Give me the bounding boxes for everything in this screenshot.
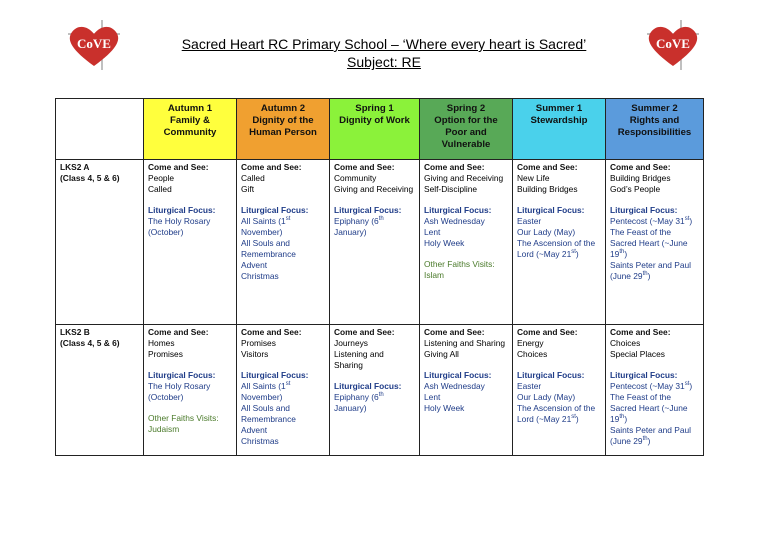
liturgical-text: All Souls and (241, 238, 290, 248)
liturgical-focus-label: Liturgical Focus: (334, 205, 402, 215)
liturgical-text: The Ascension of the (517, 403, 596, 413)
topic-item: Promises (241, 338, 276, 348)
liturgical-item (241, 392, 325, 403)
closing-paren: ) (624, 249, 628, 259)
table-cell (420, 160, 513, 325)
liturgical-item (241, 227, 325, 238)
liturgical-item (424, 381, 508, 392)
table-cell (513, 160, 606, 325)
liturgical-text: Saints Peter and Paul (610, 425, 692, 435)
liturgical-text: Lent (424, 392, 441, 402)
liturgical-focus-label: Liturgical Focus: (610, 205, 678, 215)
liturgical-focus-label: Liturgical Focus: (424, 205, 492, 215)
curriculum-table (55, 98, 704, 456)
table-row (56, 160, 704, 325)
come-and-see-label: Come and See: (334, 162, 395, 172)
closing-paren: ) (575, 249, 579, 259)
liturgical-item (610, 414, 699, 425)
liturgical-item (241, 425, 325, 436)
topic-item: Special Places (610, 349, 665, 359)
liturgical-item (610, 381, 699, 392)
liturgical-focus-label: Liturgical Focus: (148, 205, 216, 215)
table-cell (144, 160, 237, 325)
topic-item: Called (241, 173, 265, 183)
liturgical-item (517, 414, 601, 425)
ordinal-suffix: th (642, 436, 648, 443)
liturgical-item (241, 403, 325, 414)
liturgical-item (334, 403, 415, 414)
other-faiths-label: Other Faiths Visits: (148, 413, 219, 423)
corner-cell (56, 99, 144, 160)
liturgical-focus-label: Liturgical Focus: (424, 370, 492, 380)
ordinal-suffix: th (378, 216, 384, 223)
liturgical-focus-label: Liturgical Focus: (241, 370, 309, 380)
liturgical-text: Saints Peter and Paul (610, 260, 692, 270)
liturgical-focus-label: Liturgical Focus: (334, 381, 402, 391)
liturgical-text: (June 29 (610, 271, 643, 281)
liturgical-item (610, 249, 699, 260)
liturgical-text: Our Lady (May) (517, 392, 576, 402)
liturgical-item (241, 260, 325, 271)
topic-item: People (148, 173, 175, 183)
liturgical-focus-label: Liturgical Focus: (241, 205, 309, 215)
liturgical-text: Ash Wednesday (424, 216, 485, 226)
topic-item: Choices (610, 338, 641, 348)
logo-text: CoVE (77, 36, 111, 51)
row-name: LKS2 A (60, 162, 90, 172)
topic-item: Self-Discipline (424, 184, 478, 194)
topic-item: Gift (241, 184, 255, 194)
liturgical-item (517, 403, 601, 414)
liturgical-item (610, 227, 699, 238)
liturgical-text: January) (334, 227, 367, 237)
liturgical-item (610, 260, 699, 271)
table-cell (237, 325, 330, 456)
liturgical-text: November) (241, 227, 283, 237)
ordinal-suffix: st (684, 216, 690, 223)
closing-paren: ) (624, 414, 628, 424)
liturgical-text: (October) (148, 227, 184, 237)
liturgical-item (610, 403, 699, 414)
liturgical-text: Holy Week (424, 238, 465, 248)
page-subject: Subject: RE (347, 54, 421, 70)
come-and-see-label: Come and See: (241, 327, 302, 337)
ordinal-suffix: st (285, 216, 291, 223)
liturgical-item (610, 271, 699, 282)
col-header-autumn-2: Autumn 2 Dignity of the Human Person (237, 99, 330, 160)
topic-item: Promises (148, 349, 183, 359)
liturgical-item (424, 216, 508, 227)
other-faiths-value: Islam (424, 270, 445, 280)
row-classes: (Class 4, 5 & 6) (60, 173, 120, 183)
liturgical-text: Remembrance (241, 249, 296, 259)
liturgical-text: 19 (610, 414, 620, 424)
row-name: LKS2 B (60, 327, 90, 337)
liturgical-text: The Ascension of the (517, 238, 596, 248)
liturgical-text: The Feast of the (610, 227, 671, 237)
topic-item: Building Bridges (517, 184, 578, 194)
topic-item: God’s People (610, 184, 661, 194)
liturgical-text: Epiphany (6 (334, 216, 379, 226)
page-title: Sacred Heart RC Primary School – ‘Where every heart is Sacred’ (181, 36, 587, 52)
liturgical-item (424, 403, 508, 414)
topic-item: Choices (517, 349, 548, 359)
liturgical-item (517, 392, 601, 403)
ordinal-suffix: th (378, 392, 384, 399)
topic-item: Listening and Sharing (334, 349, 384, 370)
ordinal-suffix: st (571, 249, 576, 256)
liturgical-item (241, 381, 325, 392)
liturgical-text: Easter (517, 216, 542, 226)
liturgical-item (334, 392, 415, 403)
col-header-spring-1: Spring 1 Dignity of Work (330, 99, 420, 160)
liturgical-item (610, 425, 699, 436)
come-and-see-label: Come and See: (424, 327, 485, 337)
liturgical-item (610, 216, 699, 227)
liturgical-text: Christmas (241, 271, 279, 281)
liturgical-text: Holy Week (424, 403, 465, 413)
row-header (56, 325, 144, 456)
come-and-see-label: Come and See: (610, 327, 671, 337)
come-and-see-label: Come and See: (424, 162, 485, 172)
topic-item: Visitors (241, 349, 269, 359)
come-and-see-label: Come and See: (148, 327, 209, 337)
liturgical-text: (October) (148, 392, 184, 402)
liturgical-item (610, 436, 699, 447)
come-and-see-label: Come and See: (241, 162, 302, 172)
liturgical-item (610, 238, 699, 249)
liturgical-text: Our Lady (May) (517, 227, 576, 237)
liturgical-item (517, 227, 601, 238)
liturgical-text: (June 29 (610, 436, 643, 446)
closing-paren: ) (689, 216, 693, 226)
other-faiths-label: Other Faiths Visits: (424, 259, 495, 269)
liturgical-text: All Saints (1 (241, 381, 286, 391)
liturgical-item (334, 227, 415, 238)
topic-item: Building Bridges (610, 173, 671, 183)
row-classes: (Class 4, 5 & 6) (60, 338, 120, 348)
come-and-see-label: Come and See: (148, 162, 209, 172)
closing-paren: ) (575, 414, 579, 424)
topic-item: Giving and Receiving (424, 173, 504, 183)
ordinal-suffix: th (619, 249, 625, 256)
topic-item: Journeys (334, 338, 368, 348)
come-and-see-label: Come and See: (610, 162, 671, 172)
liturgical-item (334, 216, 415, 227)
topic-item: New Life (517, 173, 550, 183)
liturgical-text: Lent (424, 227, 441, 237)
col-header-summer-1: Summer 1 Stewardship (513, 99, 606, 160)
liturgical-item (517, 238, 601, 249)
col-header-spring-2: Spring 2 Option for the Poor and Vulnerable (420, 99, 513, 160)
liturgical-item (148, 381, 232, 392)
liturgical-text: Easter (517, 381, 542, 391)
table-cell (144, 325, 237, 456)
closing-paren: ) (647, 436, 651, 446)
header-row (56, 99, 704, 160)
come-and-see-label: Come and See: (517, 327, 578, 337)
liturgical-text: Sacred Heart (~June (610, 238, 688, 248)
table-cell (237, 160, 330, 325)
ordinal-suffix: th (619, 414, 625, 421)
logo-text: CoVE (656, 36, 690, 51)
liturgical-text: Christmas (241, 436, 279, 446)
liturgical-item (148, 392, 232, 403)
liturgical-item (424, 392, 508, 403)
liturgical-text: Pentecost (~May 31 (610, 381, 685, 391)
liturgical-item (241, 271, 325, 282)
liturgical-text: Remembrance (241, 414, 296, 424)
topic-item: Called (148, 184, 172, 194)
liturgical-item (148, 227, 232, 238)
liturgical-item (241, 249, 325, 260)
liturgical-text: 19 (610, 249, 620, 259)
liturgical-item (517, 381, 601, 392)
liturgical-text: Lord (~May 21 (517, 249, 572, 259)
other-faiths-value: Judaism (148, 424, 180, 434)
closing-paren: ) (647, 271, 651, 281)
liturgical-text: Lord (~May 21 (517, 414, 572, 424)
ordinal-suffix: st (571, 414, 576, 421)
row-header (56, 160, 144, 325)
liturgical-item (610, 392, 699, 403)
liturgical-text: Ash Wednesday (424, 381, 485, 391)
come-and-see-label: Come and See: (517, 162, 578, 172)
liturgical-text: Advent (241, 260, 268, 270)
liturgical-item (424, 227, 508, 238)
table-cell (330, 325, 420, 456)
closing-paren: ) (689, 381, 693, 391)
topic-item: Community (334, 173, 377, 183)
liturgical-item (241, 238, 325, 249)
liturgical-text: The Holy Rosary (148, 216, 211, 226)
topic-item: Energy (517, 338, 544, 348)
ordinal-suffix: st (285, 381, 291, 388)
liturgical-text: November) (241, 392, 283, 402)
liturgical-item (241, 436, 325, 447)
liturgical-item (241, 414, 325, 425)
liturgical-focus-label: Liturgical Focus: (610, 370, 678, 380)
liturgical-text: Pentecost (~May 31 (610, 216, 685, 226)
table-cell (606, 325, 704, 456)
table-cell (606, 160, 704, 325)
topic-item: Giving and Receiving (334, 184, 414, 194)
liturgical-text: Sacred Heart (~June (610, 403, 688, 413)
liturgical-text: January) (334, 403, 367, 413)
come-and-see-label: Come and See: (334, 327, 395, 337)
table-cell (513, 325, 606, 456)
liturgical-text: The Holy Rosary (148, 381, 211, 391)
col-header-summer-2: Summer 2 Rights and Responsibilities (606, 99, 704, 160)
liturgical-text: All Souls and (241, 403, 290, 413)
liturgical-focus-label: Liturgical Focus: (148, 370, 216, 380)
col-header-autumn-1: Autumn 1 Family & Community (144, 99, 237, 160)
liturgical-item (424, 238, 508, 249)
table-row (56, 325, 704, 456)
table-cell (330, 160, 420, 325)
liturgical-text: All Saints (1 (241, 216, 286, 226)
topic-item: Giving All (424, 349, 459, 359)
liturgical-item (517, 216, 601, 227)
ordinal-suffix: st (684, 381, 690, 388)
liturgical-focus-label: Liturgical Focus: (517, 370, 585, 380)
topic-item: Homes (148, 338, 175, 348)
liturgical-item (241, 216, 325, 227)
table-cell (420, 325, 513, 456)
liturgical-text: Advent (241, 425, 268, 435)
topic-item: Listening and Sharing (424, 338, 506, 348)
liturgical-focus-label: Liturgical Focus: (517, 205, 585, 215)
ordinal-suffix: th (642, 271, 648, 278)
liturgical-item (517, 249, 601, 260)
liturgical-text: Epiphany (6 (334, 392, 379, 402)
liturgical-text: The Feast of the (610, 392, 671, 402)
liturgical-item (148, 216, 232, 227)
